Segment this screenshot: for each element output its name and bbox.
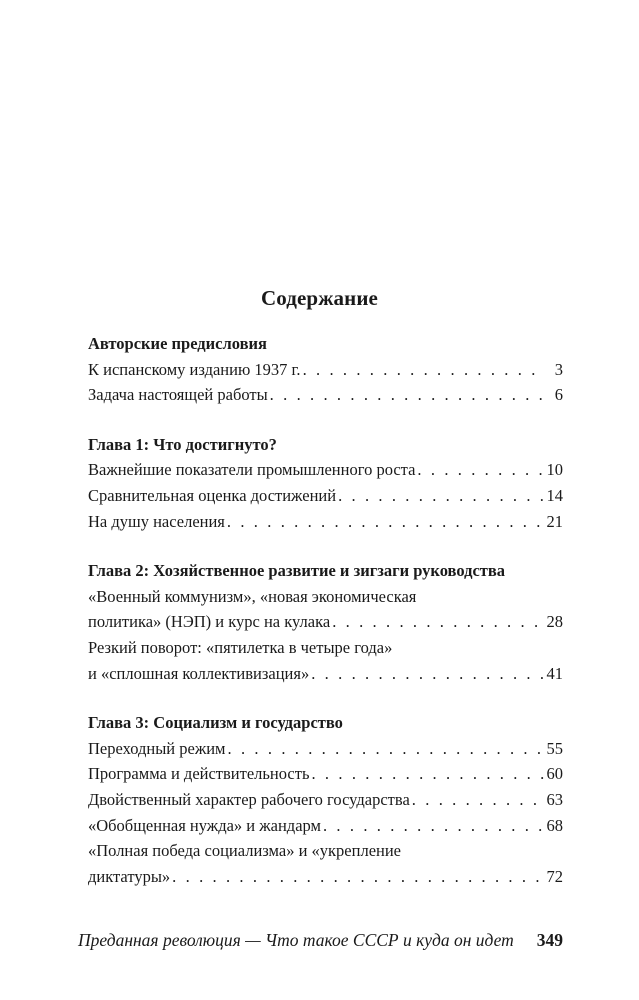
- dot-leader: [330, 609, 545, 635]
- dot-leader: [321, 813, 545, 839]
- entry-text: Важнейшие показатели промышленного роста: [88, 460, 416, 480]
- entry-text: диктатуры»: [88, 866, 171, 886]
- dot-leader: [309, 761, 545, 787]
- section-heading: Глава 2: Хозяйственное развитие и зигзаги руководства: [88, 561, 506, 581]
- entry-text: Переходный режим: [88, 738, 226, 758]
- dot-leader: [415, 457, 545, 483]
- entry-text: Программа и действительность: [88, 764, 310, 784]
- toc-entry[interactable]: [88, 509, 563, 535]
- entry-last-line: [88, 813, 563, 839]
- entry-page-number: 6: [554, 385, 563, 405]
- toc-section: [88, 331, 563, 408]
- entry-page-number: 72: [546, 866, 563, 886]
- entry-text: Резкий поворот: «пятилетка в четыре года»: [88, 637, 393, 657]
- entry-last-line: [88, 509, 563, 535]
- entry-text: Задача настоящей работы: [88, 385, 268, 405]
- entry-page-number: 55: [546, 738, 563, 758]
- toc-title: Содержание: [261, 286, 378, 310]
- entry-text: и «сплошная коллективизация»: [88, 663, 310, 683]
- entry-page-number: 60: [546, 764, 563, 784]
- toc-entry[interactable]: [88, 483, 563, 509]
- entry-page-number: 63: [546, 789, 563, 809]
- toc-entry[interactable]: [88, 584, 563, 635]
- toc-section: [88, 558, 563, 686]
- entry-last-line: [88, 457, 563, 483]
- dot-leader: [309, 661, 545, 687]
- section-heading: Глава 3: Социализм и государство: [88, 713, 343, 733]
- page-number: 349: [536, 930, 563, 950]
- entry-page-number: 41: [546, 663, 563, 683]
- entry-last-line: [88, 609, 563, 635]
- entry-page-number: 14: [546, 485, 563, 505]
- entry-page-number: 68: [546, 815, 563, 835]
- dot-leader: [226, 736, 545, 762]
- dot-leader: [301, 357, 545, 383]
- table-of-contents: [88, 331, 563, 913]
- toc-entry[interactable]: [88, 761, 563, 787]
- entry-last-line: [88, 864, 563, 890]
- dot-leader: [268, 382, 545, 408]
- entry-page-number: 3: [554, 359, 563, 379]
- toc-entry[interactable]: [88, 787, 563, 813]
- toc-entry[interactable]: [88, 635, 563, 686]
- entry-text: «Обобщенная нужда» и жандарм: [88, 815, 321, 835]
- entry-text: Сравнительная оценка достижений: [88, 485, 337, 505]
- entry-text: К испанскому изданию 1937 г.: [88, 359, 301, 379]
- entry-text: «Военный коммунизм», «новая экономическая: [88, 586, 417, 606]
- entry-last-line: [88, 787, 563, 813]
- entry-text: Двойственный характер рабочего государства: [88, 789, 410, 809]
- toc-entry[interactable]: [88, 736, 563, 762]
- toc-entry[interactable]: [88, 382, 563, 408]
- section-heading: Глава 1: Что достигнуто?: [88, 434, 277, 454]
- toc-entry[interactable]: [88, 813, 563, 839]
- entry-page-number: 10: [546, 460, 563, 480]
- dot-leader: [225, 509, 545, 535]
- entry-text: политика» (НЭП) и курс на кулака: [88, 612, 331, 632]
- entry-last-line: [88, 761, 563, 787]
- section-heading: Авторские предисловия: [88, 334, 267, 353]
- entry-text: На душу населения: [88, 511, 225, 531]
- dot-leader: [410, 787, 545, 813]
- entry-last-line: [88, 661, 563, 687]
- entry-text: «Полная победа социализма» и «укрепление: [88, 841, 402, 861]
- dot-leader: [336, 483, 545, 509]
- entry-last-line: [88, 736, 563, 762]
- toc-entry[interactable]: [88, 457, 563, 483]
- entry-last-line: [88, 357, 563, 383]
- page-footer: [78, 928, 563, 952]
- toc-entry[interactable]: [88, 838, 563, 889]
- entry-page-number: 21: [546, 511, 563, 531]
- toc-section: [88, 710, 563, 889]
- dot-leader: [170, 864, 545, 890]
- entry-page-number: 28: [546, 612, 563, 632]
- entry-last-line: [88, 382, 563, 408]
- entry-last-line: [88, 483, 563, 509]
- toc-entry[interactable]: [88, 357, 563, 383]
- running-title: Преданная революция — Что такое СССР и куда он идет: [78, 930, 514, 950]
- toc-section: [88, 432, 563, 534]
